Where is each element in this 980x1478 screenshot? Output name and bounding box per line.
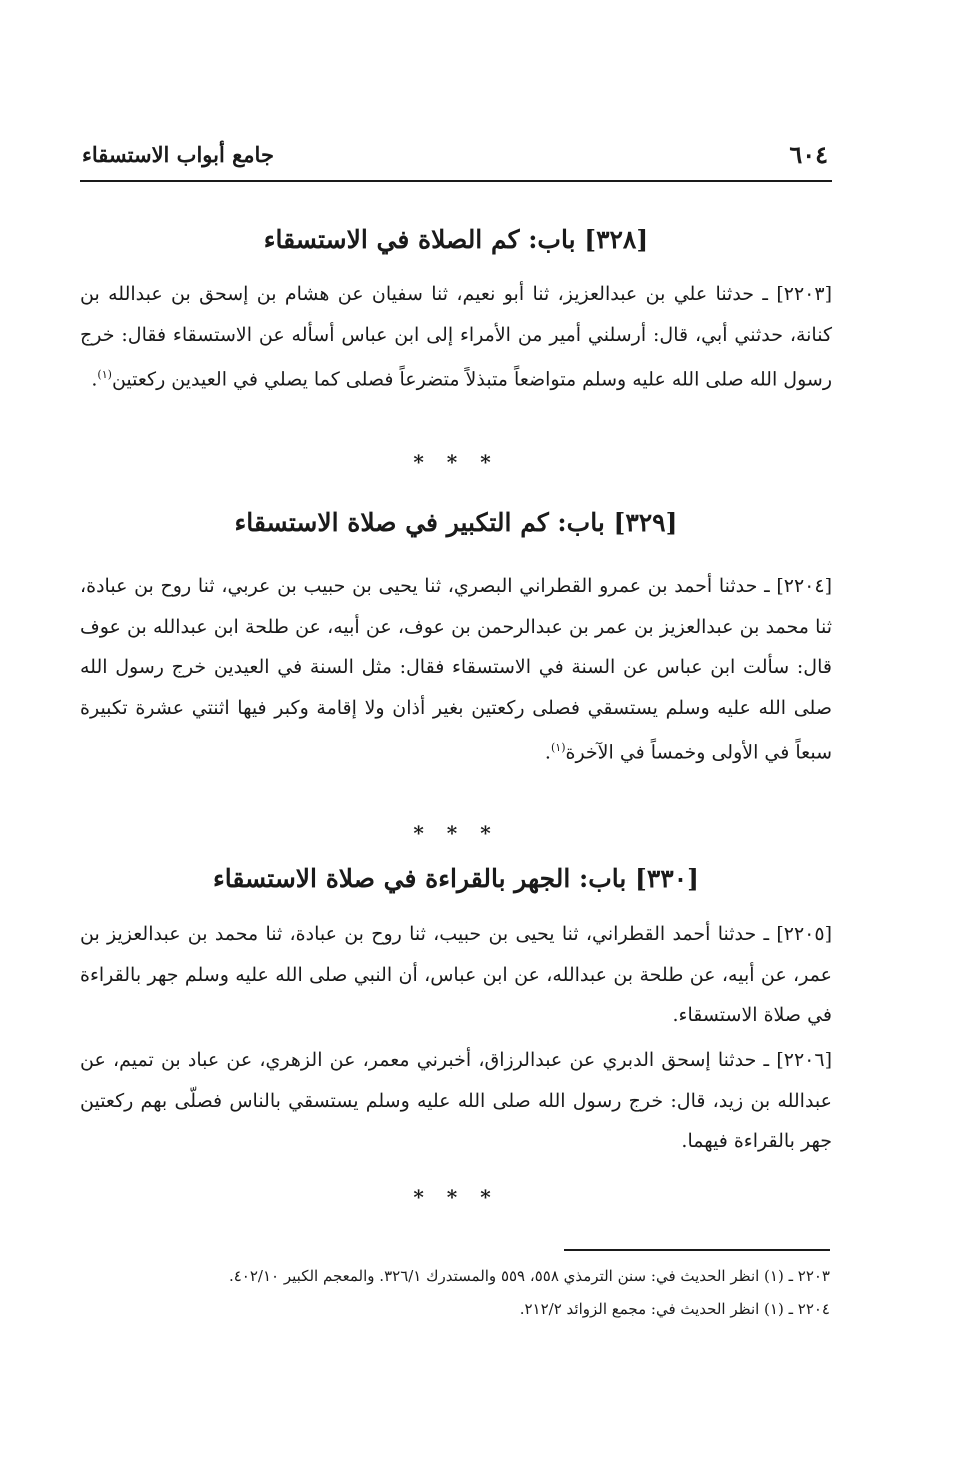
chapter-title-329: [٣٢٩] باب: كم التكبير في صلاة الاستسقاء [234,508,678,537]
hadith-text: ـ حدثنا أحمد بن عمرو القطراني البصري، ثنا يحيى بن حبيب بن عربي، ثنا روح بن عبادة، ثنا محمد بن عبدالعزيز بن عمر بن عبدالرحمن بن عوف، عن أبيه، عن طلحة ابن عبدالله بن عوف قال: سألت ابن عباس عن السنة في الاستسقاء فقال: مثل السنة في العيدين خرج رسول الله صلى الله عليه وسلم يستسقي فصلى ركعتين بغير أذان ولا إقامة وكبر فيها اثنتي عشرة تكبيرة سبعاً في الأولى وخمساً في الآخرة [80,575,832,764]
hadith-number: [٢٢٠٦] [776,1049,832,1071]
page-number: ٦٠٤ [789,140,828,169]
separator-stars: * * * [413,450,499,474]
hadith-text: ـ حدثنا إسحق الدبري عن عبدالرزاق، أخبرني معمر، عن الزهري، عن عباد بن تميم، عن عبدالله بن زيد، قال: خرج رسول الله صلى الله عليه وسلم يستسقي بالناس فصلّى بهم ركعتين جهر بالقراءة فيهما [80,1049,832,1152]
hadith-2204 [80,566,832,773]
header-rule [80,180,832,182]
hadith-end: . [681,1130,688,1152]
hadith-text: ـ حدثنا أحمد القطراني، ثنا يحيى بن حبيب، ثنا روح بن عبادة، ثنا محمد بن عبدالعزيز بن عمر، عن أبيه، عن طلحة بن عبدالله، عن ابن عباس، أن النبي صلى الله عليه وسلم جهر بالقراءة في صلاة الاستسقاء [80,923,832,1026]
running-title: جامع أبواب الاستسقاء [82,142,274,167]
footnote-rule [564,1249,830,1251]
hadith-number: [٢٢٠٤] [776,575,832,597]
running-head [80,140,830,178]
chapter-title-330: [٣٣٠] باب: الجهر بالقراءة في صلاة الاستسقاء [212,864,700,893]
footnote-2204: ٢٢٠٤ ـ (١) انظر الحديث في: مجمع الزوائد ٢١٢/٢. [519,1300,830,1318]
hadith-2206 [80,1040,832,1162]
hadith-2205 [80,914,832,1036]
footnote-ref[interactable]: (١) [97,368,112,381]
hadith-number: [٢٢٠٥] [776,923,832,945]
hadith-number: [٢٢٠٣] [776,283,832,305]
hadith-end: . [91,368,98,391]
hadith-end: . [544,741,551,764]
footnote-ref[interactable]: (١) [550,741,566,754]
hadith-2203 [80,274,832,400]
footnote-2203: ٢٢٠٣ ـ (١) انظر الحديث في: سنن الترمذي ٥٥٨، ٥٥٩ والمستدرك ٣٢٦/١. والمعجم الكبير ٤٠٢/١٠. [228,1267,830,1285]
chapter-title-328: [٣٢٨] باب: كم الصلاة في الاستسقاء [263,225,649,254]
hadith-text: ـ حدثنا علي بن عبدالعزيز، ثنا أبو نعيم، ثنا سفيان عن هشام بن إسحق بن عبدالله بن كنانة، حدثني أبي، قال: أرسلني أمير من الأمراء إلى ابن عباس أسأله عن الاستسقاء فقال: خرج رسول الله صلى الله عليه وسلم متواضعاً متبذلاً متضرعاً فصلى كما يصلي في العيدين ركعتين [80,283,832,391]
separator-stars: * * * [413,821,499,845]
separator-stars: * * * [413,1185,499,1209]
hadith-end: . [672,1004,679,1026]
